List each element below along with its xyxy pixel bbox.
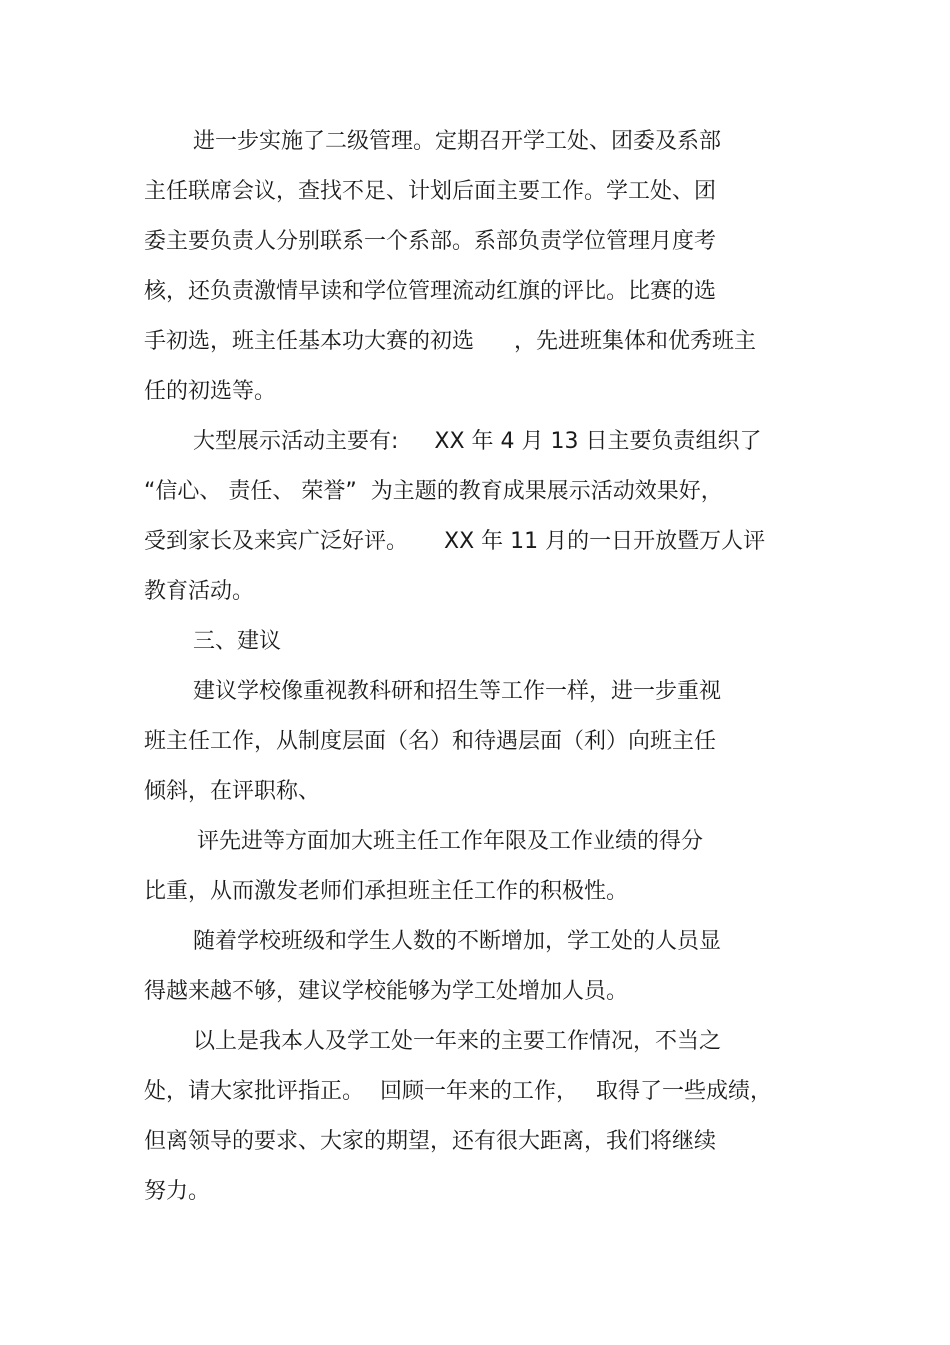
text-segment: 处，请大家批评指正。 (144, 1079, 365, 1104)
text-segment: 教育活动。 (144, 579, 255, 604)
text-segment: 随着学校班级和学生人数的不断增加，学工处的人员显 (193, 929, 722, 954)
text-segment: 手初选，班主任基本功大赛的初选 (144, 329, 475, 354)
text-line (197, 829, 703, 855)
text-segment: 取得了一些成绩， (596, 1079, 773, 1104)
text-segment: 努力。 (144, 1179, 211, 1204)
text-line (144, 279, 716, 305)
text-segment: 回顾一年来的工作， (380, 1079, 579, 1104)
text-segment: 得越来越不够，建议学校能够为学工处增加人员。 (144, 979, 629, 1004)
text-line (193, 1029, 721, 1055)
text-line (144, 779, 320, 805)
text-line (144, 479, 723, 505)
text-line (193, 679, 721, 705)
text-segment: ，先进班集体和优秀班主 (514, 329, 757, 354)
text-line (144, 579, 254, 605)
text-segment: 主任联席会议，查找不足、计划后面主要工作。学工处、团 (144, 179, 717, 204)
text-line (144, 229, 716, 255)
text-line (144, 1129, 716, 1155)
text-segment: 受到家长及来宾广泛好评。 (144, 529, 409, 554)
text-segment: 大型展示活动主要有: (193, 429, 399, 454)
text-segment: 班主任工作，从制度层面（名）和待遇层面（利）向班主任 (144, 729, 717, 754)
text-segment: XX 年 4 月 13 日主要负责组织了 (434, 429, 762, 454)
text-segment: 委主要负责人分别联系一个系部。系部负责学位管理月度考 (144, 229, 717, 254)
text-segment: 以上是我本人及学工处一年来的主要工作情况，不当之 (193, 1029, 722, 1054)
text-segment: XX 年 11 月的一日开放暨万人评 (444, 529, 766, 554)
text-segment: 为主题的教育成果展示活动效果好， (370, 479, 723, 504)
text-segment: 比重，从而激发老师们承担班主任工作的积极性。 (144, 879, 629, 904)
text-line (144, 729, 716, 755)
text-segment: 倾斜，在评职称、 (144, 779, 321, 804)
text-segment: 但离领导的要求、大家的期望，还有很大距离，我们将继续 (144, 1129, 717, 1154)
text-line (144, 329, 756, 355)
text-segment: 进一步实施了二级管理。定期召开学工处、团委及系部 (193, 129, 722, 154)
text-line (144, 879, 628, 905)
text-segment: “信心、 责任、 荣誉” (144, 479, 357, 504)
text-line (144, 1079, 772, 1105)
text-line (193, 429, 762, 455)
text-segment: 三、建议 (193, 629, 282, 654)
text-line (144, 1179, 210, 1205)
text-line (144, 179, 716, 205)
text-line (193, 129, 721, 155)
text-line (144, 379, 276, 405)
text-segment: 建议学校像重视教科研和招生等工作一样，进一步重视 (193, 679, 722, 704)
text-segment: 核，还负责激情早读和学位管理流动红旗的评比。比赛的选 (144, 279, 717, 304)
text-line (193, 929, 721, 955)
text-line (144, 529, 765, 555)
text-line (144, 979, 628, 1005)
text-segment: 任的初选等。 (144, 379, 277, 404)
section-heading (193, 629, 281, 655)
text-segment: 评先进等方面加大班主任工作年限及工作业绩的得分 (197, 829, 704, 854)
